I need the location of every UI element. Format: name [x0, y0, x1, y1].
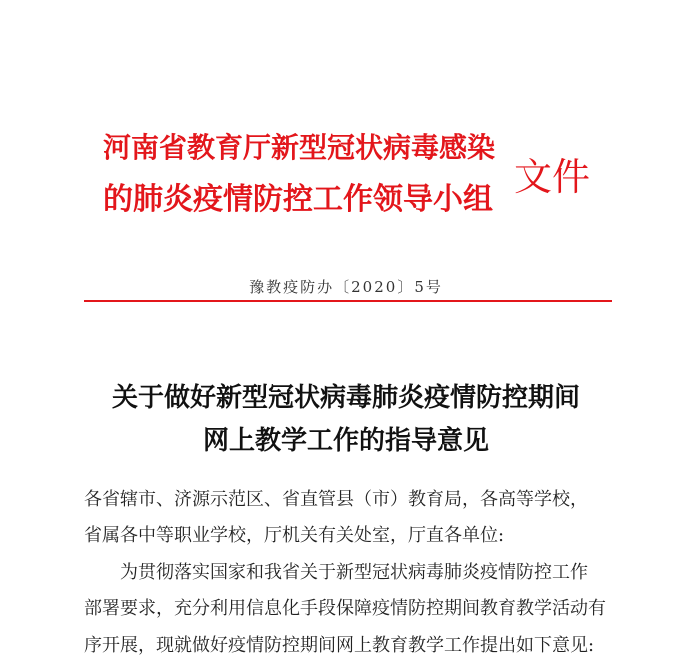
body-line: 部署要求，充分利用信息化手段保障疫情防控期间教育教学活动有 — [84, 598, 606, 619]
document-title-line-1: 关于做好新型冠状病毒肺炎疫情防控期间 — [111, 383, 580, 413]
document-number: 豫教疫防办〔2020〕5号 — [249, 278, 443, 296]
body-line: 省属各中等职业学校，厅机关有关处室，厅直各单位: — [84, 525, 505, 546]
red-divider-line — [84, 300, 612, 302]
document-type-label: 文件 — [514, 155, 591, 199]
body-line: 序开展，现就做好疫情防控期间网上教育教学工作提出如下意见: — [84, 635, 595, 656]
issuing-org-line-2: 的肺炎疫情防控工作领导小组 — [103, 182, 493, 217]
body-line: 各省辖市、济源示范区、省直管县（市）教育局，各高等学校， — [84, 489, 588, 510]
body-line: 为贯彻落实国家和我省关于新型冠状病毒肺炎疫情防控工作 — [102, 562, 588, 583]
document-title-line-2: 网上教学工作的指导意见 — [202, 426, 489, 456]
issuing-org-line-1: 河南省教育厅新型冠状病毒感染 — [103, 131, 496, 164]
